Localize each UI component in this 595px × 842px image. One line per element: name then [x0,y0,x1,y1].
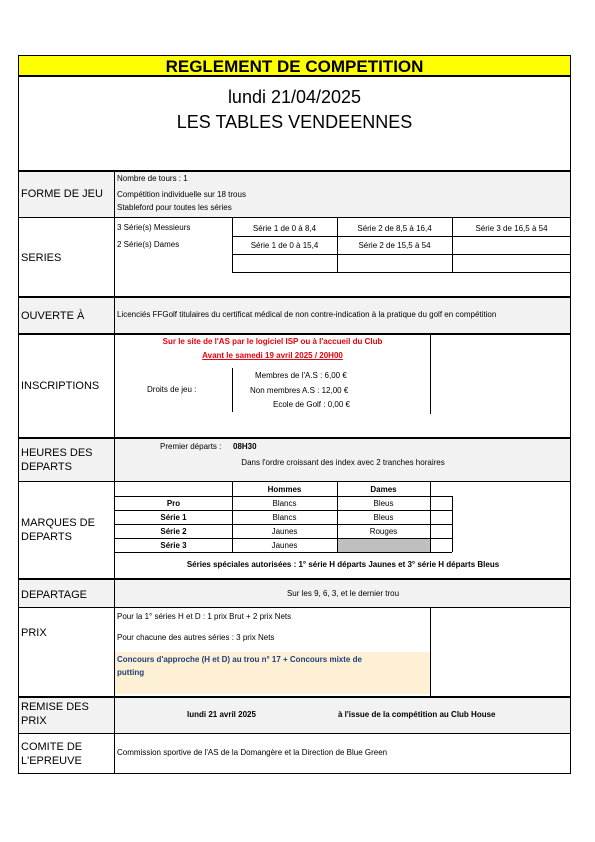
series-m3: Série 3 de 16,5 à 54 [475,224,548,233]
marques-grid-line [115,552,452,553]
series-m1: Série 1 de 0 à 8,4 [252,224,317,233]
inscriptions-label: INSCRIPTIONS [21,380,100,392]
col-hommes: Hommes [267,485,302,494]
event-date: lundi 21/04/2025 [227,87,362,107]
marques-empty-cell [338,539,430,552]
inscriptions-line-2: Avant le samedi 19 avril 2025 / 20H00 [202,351,343,360]
fee-non-membres: Non membres A.S : 12,00 € [250,386,349,395]
premier-depart-value: 08H30 [233,442,257,451]
premier-depart-label: Premier départs : [160,442,222,451]
marques-grid-line [115,524,452,525]
heures-label-1: HEURES DES [21,447,93,459]
prix-label: PRIX [21,627,47,639]
series-dames: 2 Série(s) Dames [117,240,180,249]
section-divider [18,217,571,218]
marques-grid-line [430,482,431,552]
col-dames: Dames [370,485,397,494]
remise-label-2: PRIX [21,715,47,727]
series-d2: Série 2 de 15,5 à 54 [358,241,431,250]
section-divider [18,296,571,298]
document-title: REGLEMENT DE COMPETITION [165,57,424,76]
concours-line-2: putting [117,668,145,677]
series-grid-line [232,272,571,273]
marques-label-1: MARQUES DE [21,517,95,529]
section-divider [18,437,571,439]
marques-row-name: Série 1 [160,513,187,522]
forme-label: FORME DE JEU [21,188,103,200]
remise-lieu: à l'issue de la compétition au Club House [338,710,496,719]
ouverte-label: OUVERTE À [21,310,85,322]
marques-row-hommes: Jaunes [271,527,298,536]
forme-line-3: Stableford pour toutes les séries [117,203,232,212]
section-divider [18,607,571,608]
marques-row-name: Série 3 [160,541,187,550]
concours-line-1: Concours d'approche (H et D) au trou n° 17 + Concours mixte de [117,655,362,664]
comite-label-2: L'EPREUVE [21,755,82,767]
marques-row-dames: Bleus [373,499,394,508]
marques-grid-line [452,496,453,552]
prix-line-2: Pour chacune des autres séries : 3 prix Nets [117,633,275,642]
comite-text: Commission sportive de l'AS de la Domangère et la Direction de Blue Green [117,748,388,757]
marques-row-dames: Bleus [373,513,394,522]
event-name: LES TABLES VENDEENNES [176,112,413,132]
marques-grid-line [115,496,452,497]
inscriptions-line-1: Sur le site de l'AS par le logiciel ISP ou à l'accueil du Club [162,337,383,346]
comite-label-1: COMITE DE [21,741,83,753]
series-m2: Série 2 de 8,5 à 16,4 [357,224,432,233]
series-speciales: Séries spéciales autorisées : 1° série H départs Jaunes et 3° série H départs Bleus [186,560,500,569]
series-d1: Série 1 de 0 à 15,4 [250,241,319,250]
ordre-text: Dans l'ordre croissant des index avec 2 tranches horaires [241,458,445,467]
droits-label: Droits de jeu : [147,385,197,394]
forme-line-1: Nombre de tours : 1 [117,174,188,183]
departage-text: Sur les 9, 6, 3, et le dernier trou [286,589,400,598]
section-divider [18,333,571,335]
section-divider [18,481,571,482]
series-label: SERIES [21,252,62,264]
prix-line-1: Pour la 1° séries H et D : 1 prix Brut + 2 prix Nets [117,612,292,621]
marques-row-name: Pro [166,499,181,508]
inscriptions-divider [430,334,431,414]
heures-label-2: DEPARTS [21,461,72,473]
remise-date: lundi 21 avril 2025 [187,710,256,719]
fee-membres: Membres de l'A.S : 6,00 € [255,371,347,380]
marques-label-2: DEPARTS [21,531,72,543]
section-divider [18,733,571,734]
section-divider [18,578,571,580]
inscriptions-fee-divider [232,368,233,412]
ouverte-text: Licenciés FFGolf titulaires du certificat médical de non contre-indication à la pratique du golf en compétition [117,310,497,319]
fee-ecole: Ecole de Golf : 0,00 € [273,400,350,409]
series-messieurs: 3 Série(s) Messieurs [117,223,191,232]
marques-row-name: Série 2 [160,527,187,536]
marques-row-hommes: Blancs [272,499,297,508]
marques-grid-line [115,510,452,511]
section-divider [18,696,571,698]
marques-row-dames: Rouges [369,527,398,536]
forme-line-2: Compétition individuelle sur 18 trous [117,190,246,199]
series-grid-line [232,236,571,237]
prix-divider [430,608,431,696]
marques-row-hommes: Blancs [272,513,297,522]
series-grid-line [232,254,571,255]
marques-row-hommes: Jaunes [271,541,298,550]
remise-label-1: REMISE DES [21,701,89,713]
departage-label: DEPARTAGE [21,589,88,601]
